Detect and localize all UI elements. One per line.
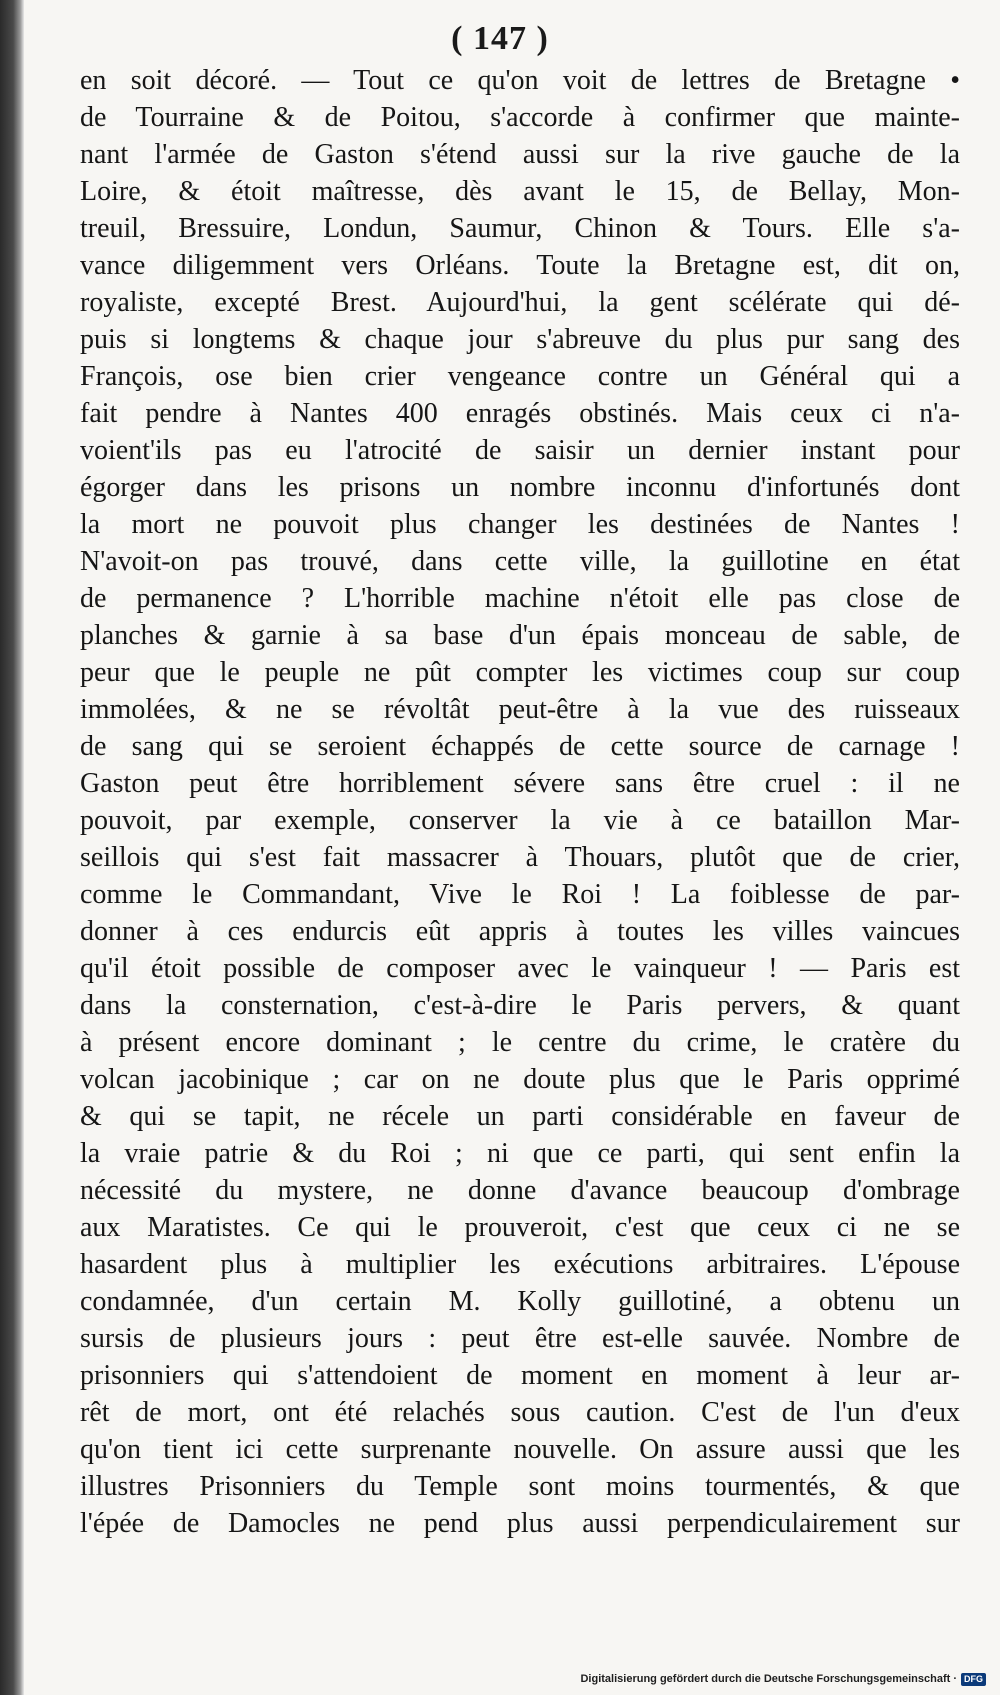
- text-line: hasardent plus à multiplier les exécutions arbitraires. L'épouse: [80, 1249, 960, 1280]
- text-line: nécessité du mystere, ne donne d'avance beaucoup d'ombrage: [80, 1175, 960, 1206]
- text-line: treuil, Bressuire, Londun, Saumur, Chinon & Tours. Elle s'a-: [80, 213, 960, 244]
- text-line: la mort ne pouvoit plus changer les destinées de Nantes !: [80, 509, 960, 540]
- text-line: donner à ces endurcis eût appris à toutes les villes vaincues: [80, 916, 960, 947]
- text-line: aux Maratistes. Ce qui le prouveroit, c'est que ceux ci ne se: [80, 1212, 960, 1243]
- text-line: Loire, & étoit maîtresse, dès avant le 15, de Bellay, Mon-: [80, 176, 960, 207]
- text-line: immolées, & ne se révoltât peut-être à la vue des ruisseaux: [80, 694, 960, 725]
- page-number: ( 147 ): [451, 20, 549, 57]
- digitization-credit: Digitalisierung gefördert durch die Deutsche Forschungsgemeinschaft ·: [580, 1673, 957, 1685]
- text-line: seillois qui s'est fait massacrer à Thouars, plutôt que de crier,: [80, 842, 960, 873]
- text-line: comme le Commandant, Vive le Roi ! La foiblesse de par-: [80, 879, 960, 910]
- text-line: qu'il étoit possible de composer avec le vainqueur ! — Paris est: [80, 953, 960, 984]
- text-line: peur que le peuple ne pût compter les victimes coup sur coup: [80, 657, 960, 688]
- digitization-footer: [580, 1671, 986, 1687]
- text-line: fait pendre à Nantes 400 enragés obstinés. Mais ceux ci n'a-: [80, 398, 960, 429]
- text-line: royaliste, excepté Brest. Aujourd'hui, la gent scélérate qui dé-: [80, 287, 960, 318]
- dfg-logo-icon: DFG: [961, 1673, 986, 1686]
- text-line: de sang qui se seroient échappés de cette source de carnage !: [80, 731, 960, 762]
- text-line: en soit décoré. — Tout ce qu'on voit de lettres de Bretagne •: [80, 65, 960, 96]
- binding-shadow: [0, 0, 24, 1695]
- text-line: voient'ils pas eu l'atrocité de saisir un dernier instant pour: [80, 435, 960, 466]
- text-line: l'épée de Damocles ne pend plus aussi perpendiculairement sur: [80, 1508, 960, 1539]
- text-line: planches & garnie à sa base d'un épais monceau de sable, de: [80, 620, 960, 651]
- text-line: égorger dans les prisons un nombre inconnu d'infortunés dont: [80, 472, 960, 503]
- text-line: de Tourraine & de Poitou, s'accorde à confirmer que mainte-: [80, 102, 960, 133]
- text-line: sursis de plusieurs jours : peut être est-elle sauvée. Nombre de: [80, 1323, 960, 1354]
- text-line: condamnée, d'un certain M. Kolly guillotiné, a obtenu un: [80, 1286, 960, 1317]
- text-line: Gaston peut être horriblement sévere sans être cruel : il ne: [80, 768, 960, 799]
- body-text: [80, 62, 960, 1542]
- text-line: illustres Prisonniers du Temple sont moins tourmentés, & que: [80, 1471, 960, 1502]
- text-line: la vraie patrie & du Roi ; ni que ce parti, qui sent enfin la: [80, 1138, 960, 1169]
- text-line: rêt de mort, ont été relachés sous caution. C'est de l'un d'eux: [80, 1397, 960, 1428]
- text-line: & qui se tapit, ne récele un parti considérable en faveur de: [80, 1101, 960, 1132]
- text-line: pouvoit, par exemple, conserver la vie à ce bataillon Mar-: [80, 805, 960, 836]
- text-line: puis si longtems & chaque jour s'abreuve du plus pur sang des: [80, 324, 960, 355]
- text-line: vance diligemment vers Orléans. Toute la Bretagne est, dit on,: [80, 250, 960, 281]
- text-line: François, ose bien crier vengeance contre un Général qui a: [80, 361, 960, 392]
- text-line: à présent encore dominant ; le centre du crime, le cratère du: [80, 1027, 960, 1058]
- text-line: qu'on tient ici cette surprenante nouvelle. On assure aussi que les: [80, 1434, 960, 1465]
- text-line: N'avoit-on pas trouvé, dans cette ville, la guillotine en état: [80, 546, 960, 577]
- text-line: volcan jacobinique ; car on ne doute plus que le Paris opprimé: [80, 1064, 960, 1095]
- text-line: nant l'armée de Gaston s'étend aussi sur la rive gauche de la: [80, 139, 960, 170]
- text-line: prisonniers qui s'attendoient de moment en moment à leur ar-: [80, 1360, 960, 1391]
- text-line: de permanence ? L'horrible machine n'étoit elle pas close de: [80, 583, 960, 614]
- text-line: dans la consternation, c'est-à-dire le Paris pervers, & quant: [80, 990, 960, 1021]
